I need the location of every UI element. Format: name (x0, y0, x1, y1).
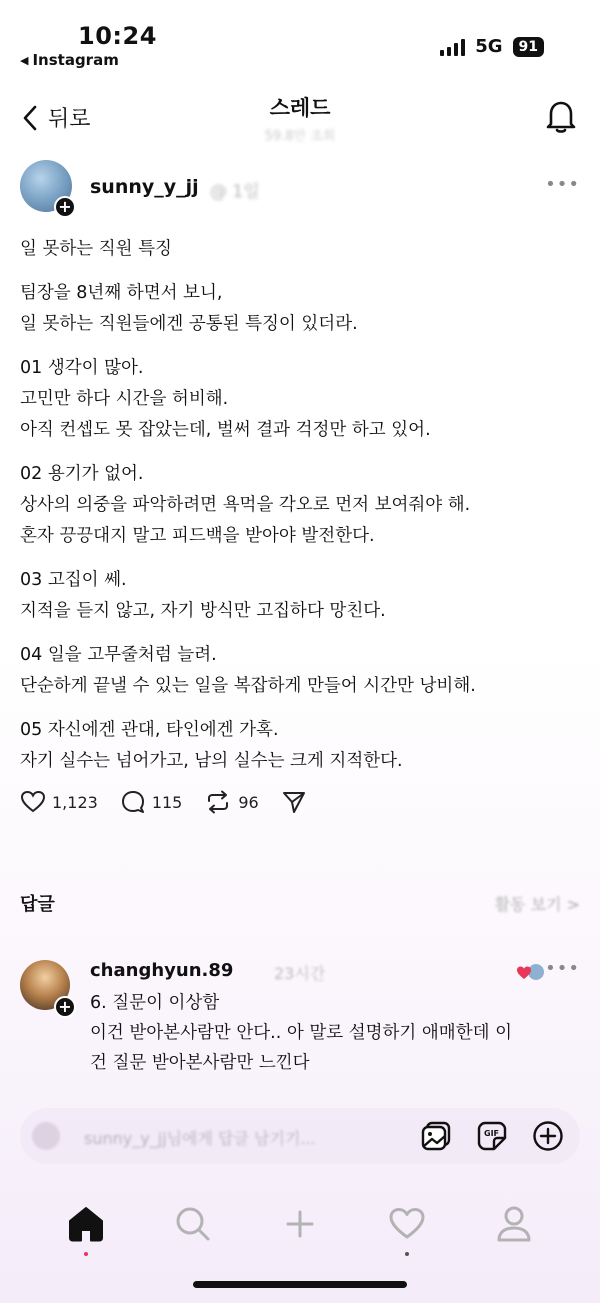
back-triangle-icon: ◀ (20, 53, 29, 67)
reply-text (90, 988, 580, 1078)
post-header (20, 160, 580, 216)
post-line: 단순하게 끝낼 수 있는 일을 복잡하게 만들어 시간만 낭비해. (20, 676, 476, 696)
tab-profile[interactable] (492, 1202, 536, 1246)
post-paragraph (20, 640, 580, 702)
follow-plus-icon[interactable]: + (54, 196, 76, 218)
post-time: @ 1일 (210, 182, 260, 202)
post-paragraph (20, 353, 580, 446)
send-icon (281, 790, 307, 814)
plus-icon (284, 1208, 316, 1240)
post-line: 자기 실수는 넘어가고, 남의 실수는 크게 지적한다. (20, 751, 403, 771)
view-activity-link[interactable]: 활동 보기 > (494, 895, 580, 914)
author-username[interactable]: sunny_y_jj (90, 176, 199, 198)
post-line: 고민만 하다 시간을 허비해. (20, 389, 229, 409)
status-indicators (440, 36, 544, 57)
post-line: 02 용기가 없어. (20, 464, 144, 484)
home-indicator (193, 1281, 407, 1288)
tab-activity[interactable] (385, 1202, 429, 1246)
post-line: 일 못하는 직원들에겐 공통된 특징이 있더라. (20, 314, 358, 334)
like-count: 1,123 (52, 792, 98, 812)
compose-avatar (32, 1122, 60, 1150)
repost-count: 96 (238, 792, 259, 812)
tab-search[interactable] (171, 1202, 215, 1246)
post-paragraph (20, 459, 580, 552)
post-line: 지적을 듣지 않고, 자기 방식만 고집하다 망친다. (20, 601, 386, 621)
post-actions (20, 790, 580, 814)
view-count: 59.8만 조회 (264, 129, 336, 144)
back-label: 뒤로 (48, 107, 91, 132)
reply-more-options-icon[interactable]: ••• (545, 958, 580, 979)
signal-icon (440, 38, 465, 56)
replies-header (20, 890, 580, 918)
post-line: 상사의 의중을 파악하려면 욕먹을 각오로 먼저 보여줘야 해. (20, 495, 471, 515)
comment-bubble-icon (120, 790, 146, 814)
post-paragraph (20, 234, 580, 265)
repost-button[interactable] (204, 790, 258, 814)
thread-post (20, 160, 580, 814)
bell-icon (544, 98, 578, 134)
compose-actions (420, 1120, 564, 1152)
post-line: 04 일을 고무줄처럼 늘려. (20, 645, 217, 665)
reply-line: 건 질문 받아본사람만 느낀다 (90, 1053, 310, 1073)
follow-plus-icon[interactable]: + (54, 996, 76, 1018)
heart-icon (20, 790, 46, 814)
add-circle-icon[interactable] (532, 1120, 564, 1152)
repost-icon (204, 790, 232, 814)
post-paragraph (20, 715, 580, 777)
reply-line: 이건 받아본사람만 안다.. 아 말로 설명하기 애매한데 이 (90, 1023, 512, 1043)
like-button[interactable] (20, 790, 98, 814)
search-icon (174, 1205, 212, 1243)
bottom-tab-bar (0, 1196, 600, 1256)
home-notification-dot (84, 1252, 88, 1256)
status-time: 10:24 (78, 22, 157, 50)
post-line: 01 생각이 많아. (20, 358, 144, 378)
post-line: 03 고집이 쎄. (20, 570, 127, 590)
post-line: 05 자신에겐 관대, 타인에겐 가혹. (20, 720, 279, 740)
comment-button[interactable] (120, 790, 183, 814)
post-line: 일 못하는 직원 특징 (20, 239, 172, 259)
heart-icon (388, 1207, 426, 1241)
reply-time: 23시간 (274, 964, 326, 983)
tab-create[interactable] (278, 1202, 322, 1246)
reply-input[interactable]: sunny_y_jj님에게 답글 남기기... (84, 1129, 316, 1148)
author-liked-icon (516, 962, 544, 986)
post-body (20, 234, 580, 777)
network-type: 5G (475, 36, 503, 57)
home-icon (66, 1205, 106, 1243)
more-options-icon[interactable]: ••• (545, 174, 580, 195)
thread-header (0, 88, 600, 148)
svg-text:GIF: GIF (484, 1129, 500, 1138)
status-back-to-app[interactable] (20, 51, 119, 69)
activity-notification-dot (405, 1252, 409, 1256)
page-title: 스레드 (269, 96, 331, 120)
gallery-icon[interactable] (420, 1120, 452, 1152)
status-back-app-label: Instagram (32, 51, 119, 69)
gif-icon[interactable] (476, 1120, 508, 1152)
comment-count: 115 (151, 792, 183, 812)
share-button[interactable] (281, 790, 307, 814)
post-line: 아직 컨셉도 못 잡았는데, 벌써 결과 걱정만 하고 있어. (20, 420, 431, 440)
status-bar (0, 0, 600, 80)
notifications-button[interactable] (544, 98, 578, 138)
post-line: 팀장을 8년째 하면서 보니, (20, 283, 223, 303)
replies-label: 답글 (20, 894, 55, 915)
battery-icon: 91 (513, 37, 544, 57)
reply-line: 6. 질문이 이상함 (90, 993, 220, 1013)
post-paragraph (20, 565, 580, 627)
post-line: 혼자 끙끙대지 말고 피드백을 받아야 발전한다. (20, 526, 375, 546)
post-paragraph (20, 278, 580, 340)
title-block (0, 92, 600, 144)
reply-username[interactable]: changhyun.89 (90, 960, 234, 981)
tab-home[interactable] (64, 1202, 108, 1246)
profile-icon (496, 1205, 532, 1243)
reply-compose-bar[interactable] (20, 1108, 580, 1164)
